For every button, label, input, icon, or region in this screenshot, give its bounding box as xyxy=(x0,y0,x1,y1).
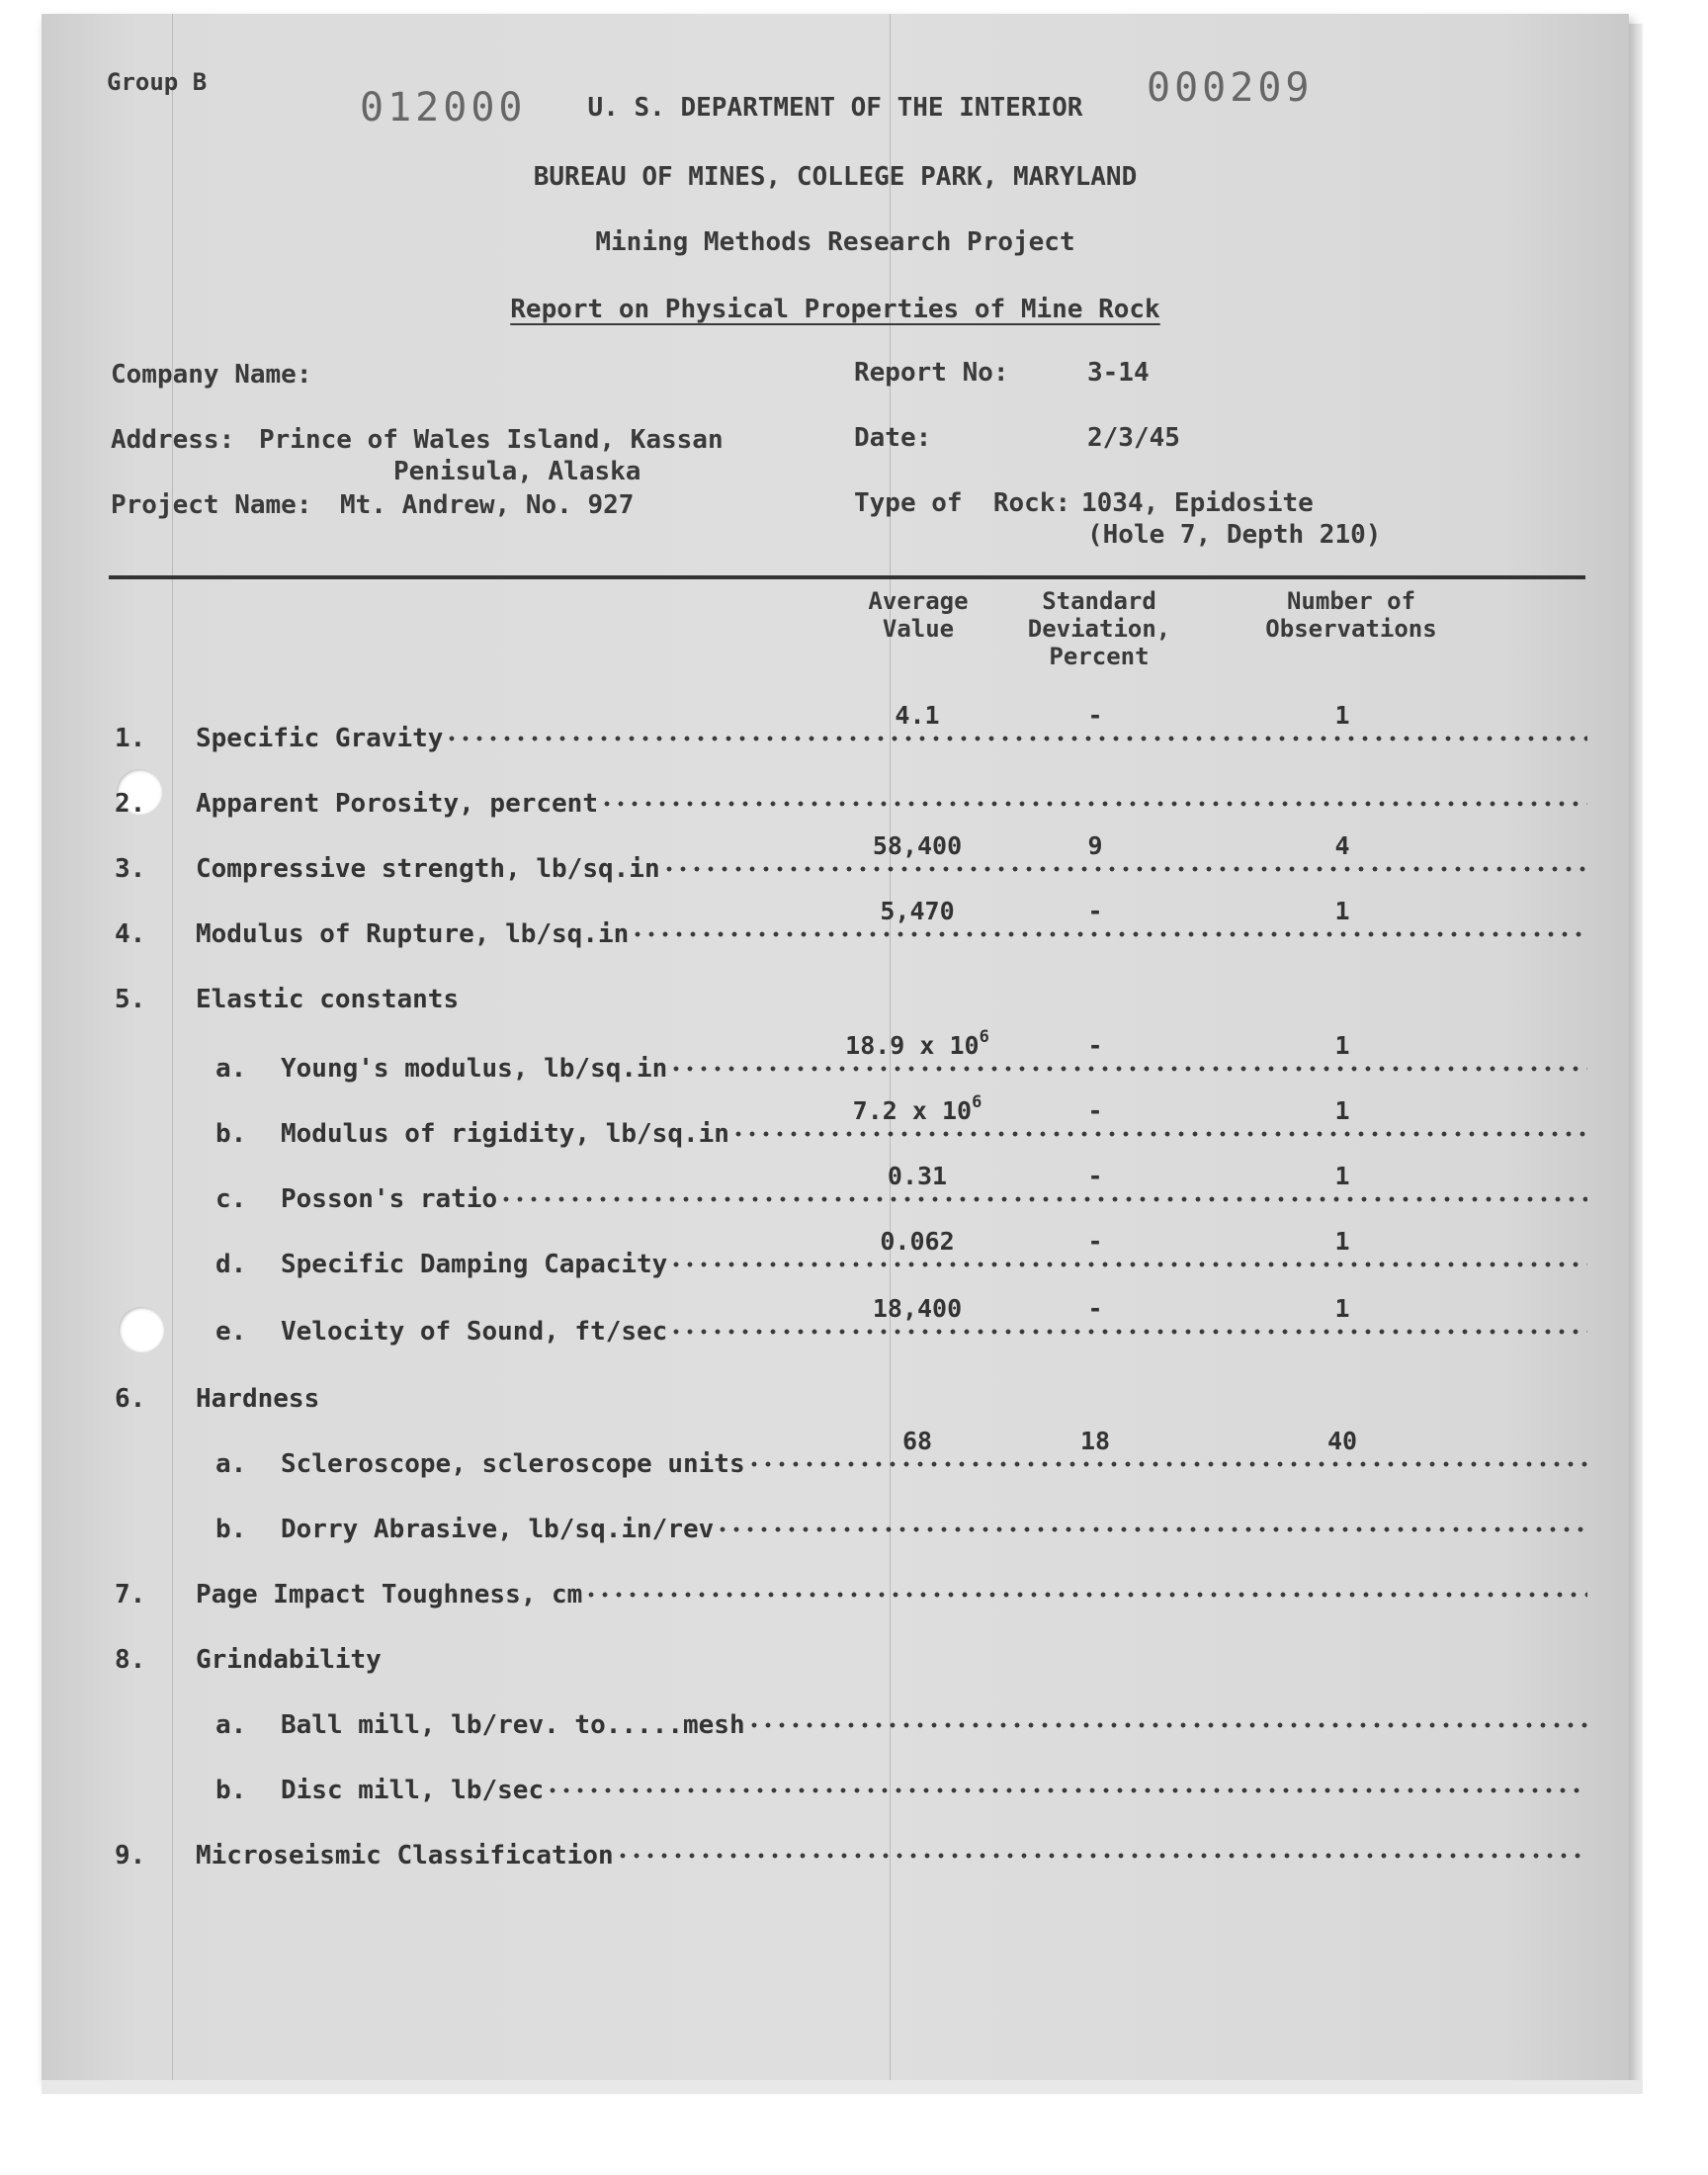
observations-cell xyxy=(1263,1428,1421,1455)
table-row xyxy=(42,1227,1629,1289)
table-row xyxy=(42,1092,1629,1159)
average-value-cell xyxy=(838,898,996,925)
row-label: Page Impact Toughness, cm xyxy=(196,1580,583,1610)
row-number: 6. xyxy=(115,1384,146,1414)
row-label: Posson's ratio xyxy=(281,1184,498,1214)
average-value-cell xyxy=(838,1295,996,1323)
leader-dots xyxy=(669,1262,1587,1267)
row-label: Specific Gravity xyxy=(196,724,444,753)
row-label: Scleroscope, scleroscope units xyxy=(281,1449,745,1479)
row-number: a. xyxy=(215,1710,247,1740)
table-row xyxy=(42,789,1629,828)
leader-dots xyxy=(584,1592,1587,1598)
row-number: b. xyxy=(215,1776,247,1805)
std-deviation-cell-text: - xyxy=(1087,1031,1103,1060)
rock-type-detail: (Hole 7, Depth 210) xyxy=(1087,520,1382,550)
address-line2: Penisula, Alaska xyxy=(393,457,641,486)
bureau-heading: BUREAU OF MINES, COLLEGE PARK, MARYLAND xyxy=(533,162,1138,192)
observations-cell-text: 1 xyxy=(1334,897,1350,925)
observations-cell-text: 1 xyxy=(1334,1227,1350,1256)
average-value-cell-text: 4.1 xyxy=(895,701,940,730)
row-label: Specific Damping Capacity xyxy=(281,1250,668,1279)
table-row xyxy=(42,1162,1629,1224)
report-title: Report on Physical Properties of Mine Rock xyxy=(510,295,1160,324)
document-page xyxy=(42,14,1629,2080)
row-number: 8. xyxy=(115,1645,146,1675)
average-value-cell xyxy=(838,702,996,730)
observations-cell xyxy=(1263,1163,1421,1190)
date-label: Date: xyxy=(854,423,932,453)
row-label: Modulus of rigidity, lb/sq.in xyxy=(281,1119,729,1149)
average-value-cell-text: 7.2 x 10 xyxy=(852,1096,973,1125)
row-label: Grindability xyxy=(196,1645,382,1675)
std-deviation-cell xyxy=(1016,1228,1174,1256)
row-number: b. xyxy=(215,1119,247,1149)
row-number: 9. xyxy=(115,1841,146,1870)
table-row xyxy=(42,1580,1629,1619)
std-deviation-cell-text: 9 xyxy=(1087,831,1103,860)
observations-cell-text: 1 xyxy=(1334,1096,1350,1125)
table-row xyxy=(42,897,1629,959)
exponent: 6 xyxy=(979,1027,989,1047)
average-value-cell-text: 5,470 xyxy=(880,897,955,925)
row-label: Modulus of Rupture, lb/sq.in xyxy=(196,919,630,949)
row-label: Compressive strength, lb/sq.in xyxy=(196,854,660,884)
average-value-cell-text: 18,400 xyxy=(872,1294,963,1323)
std-deviation-cell xyxy=(1016,1295,1174,1323)
leader-dots xyxy=(631,931,1587,937)
row-number: d. xyxy=(215,1250,247,1279)
leader-dots xyxy=(669,1066,1587,1072)
row-label: Hardness xyxy=(196,1384,320,1414)
std-deviation-cell-text: 18 xyxy=(1079,1427,1111,1455)
average-value-cell xyxy=(838,1027,996,1060)
row-label: Apparent Porosity, percent xyxy=(196,789,598,819)
table-row xyxy=(42,1645,1629,1685)
average-value-cell xyxy=(838,1163,996,1190)
std-deviation-cell-text: - xyxy=(1087,701,1103,730)
table-row xyxy=(42,701,1629,763)
report-no-value: 3-14 xyxy=(1087,358,1150,388)
std-deviation-cell-text: - xyxy=(1087,1162,1103,1190)
average-value-cell-text: 0.31 xyxy=(887,1162,948,1190)
observations-cell-text: 1 xyxy=(1334,701,1350,730)
group-label: Group B xyxy=(107,68,208,96)
leader-dots xyxy=(546,1787,1587,1793)
observations-cell-text: 40 xyxy=(1326,1427,1358,1455)
std-deviation-cell xyxy=(1016,1428,1174,1455)
row-label: Microseismic Classification xyxy=(196,1841,614,1870)
leader-dots xyxy=(616,1853,1587,1859)
table-row xyxy=(42,985,1629,1024)
observations-cell-text: 1 xyxy=(1334,1294,1350,1323)
row-number: 3. xyxy=(115,854,146,884)
row-number: 7. xyxy=(115,1580,146,1610)
std-deviation-cell xyxy=(1016,898,1174,925)
average-value-cell xyxy=(838,1428,996,1455)
std-deviation-cell xyxy=(1016,1097,1174,1125)
table-row xyxy=(42,1515,1629,1554)
observations-cell-text: 4 xyxy=(1334,831,1350,860)
row-number: 2. xyxy=(115,789,146,819)
row-label: Dorry Abrasive, lb/sq.in/rev xyxy=(281,1515,715,1544)
table-row xyxy=(42,1710,1629,1750)
row-number: b. xyxy=(215,1515,247,1544)
date-value: 2/3/45 xyxy=(1087,423,1180,453)
average-value-cell-text: 68 xyxy=(901,1427,933,1455)
project-heading: Mining Methods Research Project xyxy=(595,227,1075,257)
observations-cell xyxy=(1263,898,1421,925)
report-no-label: Report No: xyxy=(854,358,1009,388)
average-value-cell-text: 18.9 x 10 xyxy=(845,1031,980,1060)
leader-dots xyxy=(731,1131,1587,1137)
table-row xyxy=(42,1427,1629,1489)
leader-dots xyxy=(499,1196,1587,1202)
std-deviation-cell xyxy=(1016,832,1174,860)
exponent: 6 xyxy=(972,1092,982,1112)
page-edge xyxy=(1629,24,1643,2080)
leader-dots xyxy=(747,1722,1587,1728)
page-bottom-edge xyxy=(42,2080,1643,2094)
row-number: a. xyxy=(215,1054,247,1084)
table-row xyxy=(42,1294,1629,1356)
row-number: a. xyxy=(215,1449,247,1479)
observations-cell xyxy=(1263,1228,1421,1256)
leader-dots xyxy=(662,866,1587,872)
header-rule xyxy=(109,575,1585,579)
column-number-of-observations: Number of Observations xyxy=(1265,587,1437,643)
average-value-cell-text: 0.062 xyxy=(880,1227,955,1256)
row-number: e. xyxy=(215,1317,247,1347)
average-value-cell xyxy=(838,1228,996,1256)
stamp-number-left: 012000 xyxy=(360,85,527,130)
average-value-cell-text: 58,400 xyxy=(872,831,963,860)
row-label: Ball mill, lb/rev. to.....mesh xyxy=(281,1710,745,1740)
observations-cell xyxy=(1263,1097,1421,1125)
observations-cell-text: 1 xyxy=(1334,1031,1350,1060)
address-line1: Prince of Wales Island, Kassan xyxy=(259,425,724,455)
std-deviation-cell-text: - xyxy=(1087,897,1103,925)
table-row xyxy=(42,1384,1629,1424)
stamp-number-right: 000209 xyxy=(1147,65,1314,111)
average-value-cell xyxy=(838,1092,996,1125)
leader-dots xyxy=(669,1329,1587,1335)
rock-type-value: 1034, Epidosite xyxy=(1081,488,1314,518)
leader-dots xyxy=(716,1526,1587,1532)
row-label: Disc mill, lb/sec xyxy=(281,1776,545,1805)
project-name-label: Project Name: xyxy=(111,490,312,520)
address-label: Address: xyxy=(111,425,235,455)
table-row xyxy=(42,1841,1629,1880)
std-deviation-cell-text: - xyxy=(1087,1294,1103,1323)
leader-dots xyxy=(747,1461,1587,1467)
column-average-value: Average Value xyxy=(868,587,969,643)
column-standard-deviation: Standard Deviation, Percent xyxy=(1027,587,1171,670)
table-row xyxy=(42,1776,1629,1815)
row-label: Velocity of Sound, ft/sec xyxy=(281,1317,668,1347)
std-deviation-cell-text: - xyxy=(1087,1096,1103,1125)
leader-dots xyxy=(600,801,1587,807)
row-label: Young's modulus, lb/sq.in xyxy=(281,1054,668,1084)
observations-cell xyxy=(1263,1295,1421,1323)
row-number: c. xyxy=(215,1184,247,1214)
rock-type-label: Type of Rock: xyxy=(854,488,1071,518)
department-heading: U. S. DEPARTMENT OF THE INTERIOR xyxy=(587,93,1083,123)
average-value-cell xyxy=(838,832,996,860)
project-name-value: Mt. Andrew, No. 927 xyxy=(340,490,635,520)
observations-cell xyxy=(1263,832,1421,860)
leader-dots xyxy=(445,736,1587,741)
row-number: 5. xyxy=(115,985,146,1014)
observations-cell-text: 1 xyxy=(1334,1162,1350,1190)
observations-cell xyxy=(1263,1032,1421,1060)
row-number: 1. xyxy=(115,724,146,753)
std-deviation-cell xyxy=(1016,1032,1174,1060)
row-label: Elastic constants xyxy=(196,985,460,1014)
row-number: 4. xyxy=(115,919,146,949)
table-row xyxy=(42,1027,1629,1093)
std-deviation-cell xyxy=(1016,1163,1174,1190)
company-label: Company Name: xyxy=(111,360,312,390)
table-row xyxy=(42,831,1629,894)
std-deviation-cell xyxy=(1016,702,1174,730)
std-deviation-cell-text: - xyxy=(1087,1227,1103,1256)
observations-cell xyxy=(1263,702,1421,730)
